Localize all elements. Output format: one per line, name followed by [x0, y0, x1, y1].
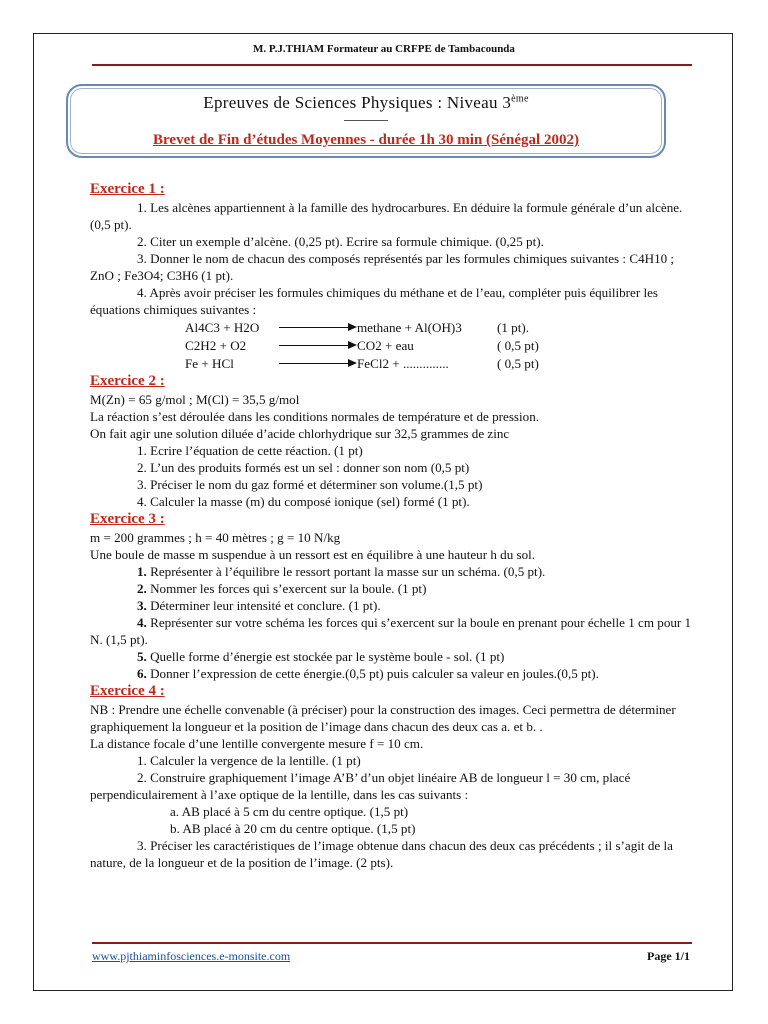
- ex3-text-4: Représenter sur votre schéma les forces qui s’exercent sur la boule en prenant pour échelle 1 cm pour 1 N. (1,5 pt).: [90, 615, 692, 647]
- exercise-3-title: Exercice 3 :: [90, 511, 165, 527]
- exam-content: [90, 180, 700, 871]
- ex3-question-2: [90, 580, 700, 597]
- ex1-question-4: 4. Après avoir préciser les formules chimiques du méthane et de l’eau, compléter puis équilibrer les équations chimiques suivantes :: [90, 285, 659, 317]
- exercise-4: [90, 682, 700, 871]
- ex3-text-2: Nommer les forces qui s’exercent sur la boule. (1 pt): [146, 581, 427, 596]
- arrow-right-icon: [277, 358, 357, 368]
- footer-website-link[interactable]: www.pjthiaminfosciences.e-monsite.com: [92, 949, 291, 963]
- ex2-question-2: 2. L’un des produits formés est un sel : donner son nom (0,5 pt): [137, 460, 470, 475]
- equation-3-right: FeCl2 + ..............: [357, 355, 449, 371]
- ex3-number-3: 3.: [137, 598, 147, 613]
- ex3-question-4: [90, 614, 700, 648]
- ex3-statement: Une boule de masse m suspendue à un ressort est en équilibre à une hauteur h du sol.: [90, 547, 536, 562]
- exam-title-text: Epreuves de Sciences Physiques : Niveau 3: [203, 93, 512, 112]
- ex4-case-a: a. AB placé à 5 cm du centre optique. (1,5 pt): [170, 804, 409, 819]
- ex4-statement: La distance focale d’une lentille convergente mesure f = 10 cm.: [90, 736, 424, 751]
- exercise-2-title: Exercice 2 :: [90, 373, 165, 389]
- ex3-question-1: [90, 563, 700, 580]
- ex3-number-6: 6.: [137, 666, 147, 681]
- exercise-4-title: Exercice 4 :: [90, 683, 165, 699]
- equation-2-left: C2H2 + O2: [185, 337, 247, 353]
- ex3-question-3: [90, 597, 700, 614]
- ex4-question-2: 2. Construire graphiquement l’image A’B’ d’un objet linéaire AB de longueur l = 30 cm, placé perpendiculairement à l’axe optique de la lentille, dans les cas suivants :: [90, 770, 631, 802]
- exam-title: [66, 93, 666, 113]
- title-separator: [344, 120, 388, 121]
- ex3-data: m = 200 grammes ; h = 40 mètres ; g = 10 N/kg: [90, 530, 341, 545]
- ex3-number-1: 1.: [137, 564, 147, 579]
- exam-subtitle: Brevet de Fin d’études Moyennes - durée 1h 30 min (Sénégal 2002): [153, 132, 579, 148]
- ex1-question-3: 3. Donner le nom de chacun des composés représentés par les formules chimiques suivantes : C4H10 ; ZnO ; Fe3O4; C3H6 (1 pt).: [90, 251, 675, 283]
- ex3-text-3: Déterminer leur intensité et conclure. (1 pt).: [146, 598, 381, 613]
- page-number: Page 1/1: [647, 949, 690, 963]
- ex4-question-3: 3. Préciser les caractéristiques de l’image obtenue dans chacun des deux cas précédents ; il s’agit de la nature, de la longueur et de la position de l’image. (2 pts).: [90, 838, 673, 870]
- page-header: M. P.J.THIAM Formateur au CRFPE de Tambacounda: [253, 43, 515, 55]
- exercise-1-title: Exercice 1 :: [90, 181, 165, 197]
- equation-1-points: (1 pt).: [497, 319, 529, 335]
- header-rule: [92, 64, 692, 66]
- ex1-question-1: 1. Les alcènes appartiennent à la famille des hydrocarbures. En déduire la formule générale d’un alcène. (0,5 pt).: [90, 200, 683, 232]
- ex4-case-b: b. AB placé à 20 cm du centre optique. (1,5 pt): [170, 821, 416, 836]
- equation-1-left: Al4C3 + H2O: [185, 319, 260, 335]
- exam-title-sup: ème: [511, 93, 529, 105]
- equation-1: [90, 318, 700, 336]
- equation-1-right: methane + Al(OH)3: [357, 319, 462, 335]
- ex4-question-1: 1. Calculer la vergence de la lentille. (1 pt): [137, 753, 361, 768]
- ex3-number-4: 4.: [137, 615, 147, 630]
- ex3-question-5: [90, 648, 700, 665]
- ex2-question-1: 1. Ecrire l’équation de cette réaction. (1 pt): [137, 443, 363, 458]
- ex2-conditions: La réaction s’est déroulée dans les conditions normales de température et de pression.: [90, 409, 540, 424]
- equation-2-points: ( 0,5 pt): [497, 337, 539, 353]
- equation-3: [90, 354, 700, 372]
- ex3-number-2: 2.: [137, 581, 147, 596]
- ex4-note: NB : Prendre une échelle convenable (à préciser) pour la construction des images. Ceci permettra de déterminer graphiquement la longueur et la position de l’image dans chacun des deux cas a. et b. .: [90, 702, 676, 734]
- ex3-text-5: Quelle forme d’énergie est stockée par le système boule - sol. (1 pt): [146, 649, 505, 664]
- arrow-right-icon: [277, 340, 357, 350]
- ex3-text-6: Donner l’expression de cette énergie.(0,5 pt) puis calculer sa valeur en joules.(0,5 pt).: [146, 666, 599, 681]
- ex1-question-2: 2. Citer un exemple d’alcène. (0,25 pt). Ecrire sa formule chimique. (0,25 pt).: [137, 234, 544, 249]
- equation-3-left: Fe + HCl: [185, 355, 234, 371]
- ex2-molar-masses: M(Zn) = 65 g/mol ; M(Cl) = 35,5 g/mol: [90, 392, 300, 407]
- equation-2: [90, 336, 700, 354]
- exercise-3: [90, 510, 700, 682]
- ex3-text-1: Représenter à l’équilibre le ressort portant la masse sur un schéma. (0,5 pt).: [146, 564, 546, 579]
- ex2-question-3: 3. Préciser le nom du gaz formé et déterminer son volume.(1,5 pt): [137, 477, 483, 492]
- arrow-right-icon: [277, 322, 357, 332]
- footer-rule: [92, 942, 692, 944]
- equation-3-points: ( 0,5 pt): [497, 355, 539, 371]
- ex3-number-5: 5.: [137, 649, 147, 664]
- ex2-question-4: 4. Calculer la masse (m) du composé ionique (sel) formé (1 pt).: [137, 494, 470, 509]
- exercise-1: [90, 180, 700, 372]
- ex3-question-6: [90, 665, 700, 682]
- exercise-2: [90, 372, 700, 510]
- equation-2-right: CO2 + eau: [357, 337, 414, 353]
- ex2-statement: On fait agir une solution diluée d’acide chlorhydrique sur 32,5 grammes de zinc: [90, 426, 510, 441]
